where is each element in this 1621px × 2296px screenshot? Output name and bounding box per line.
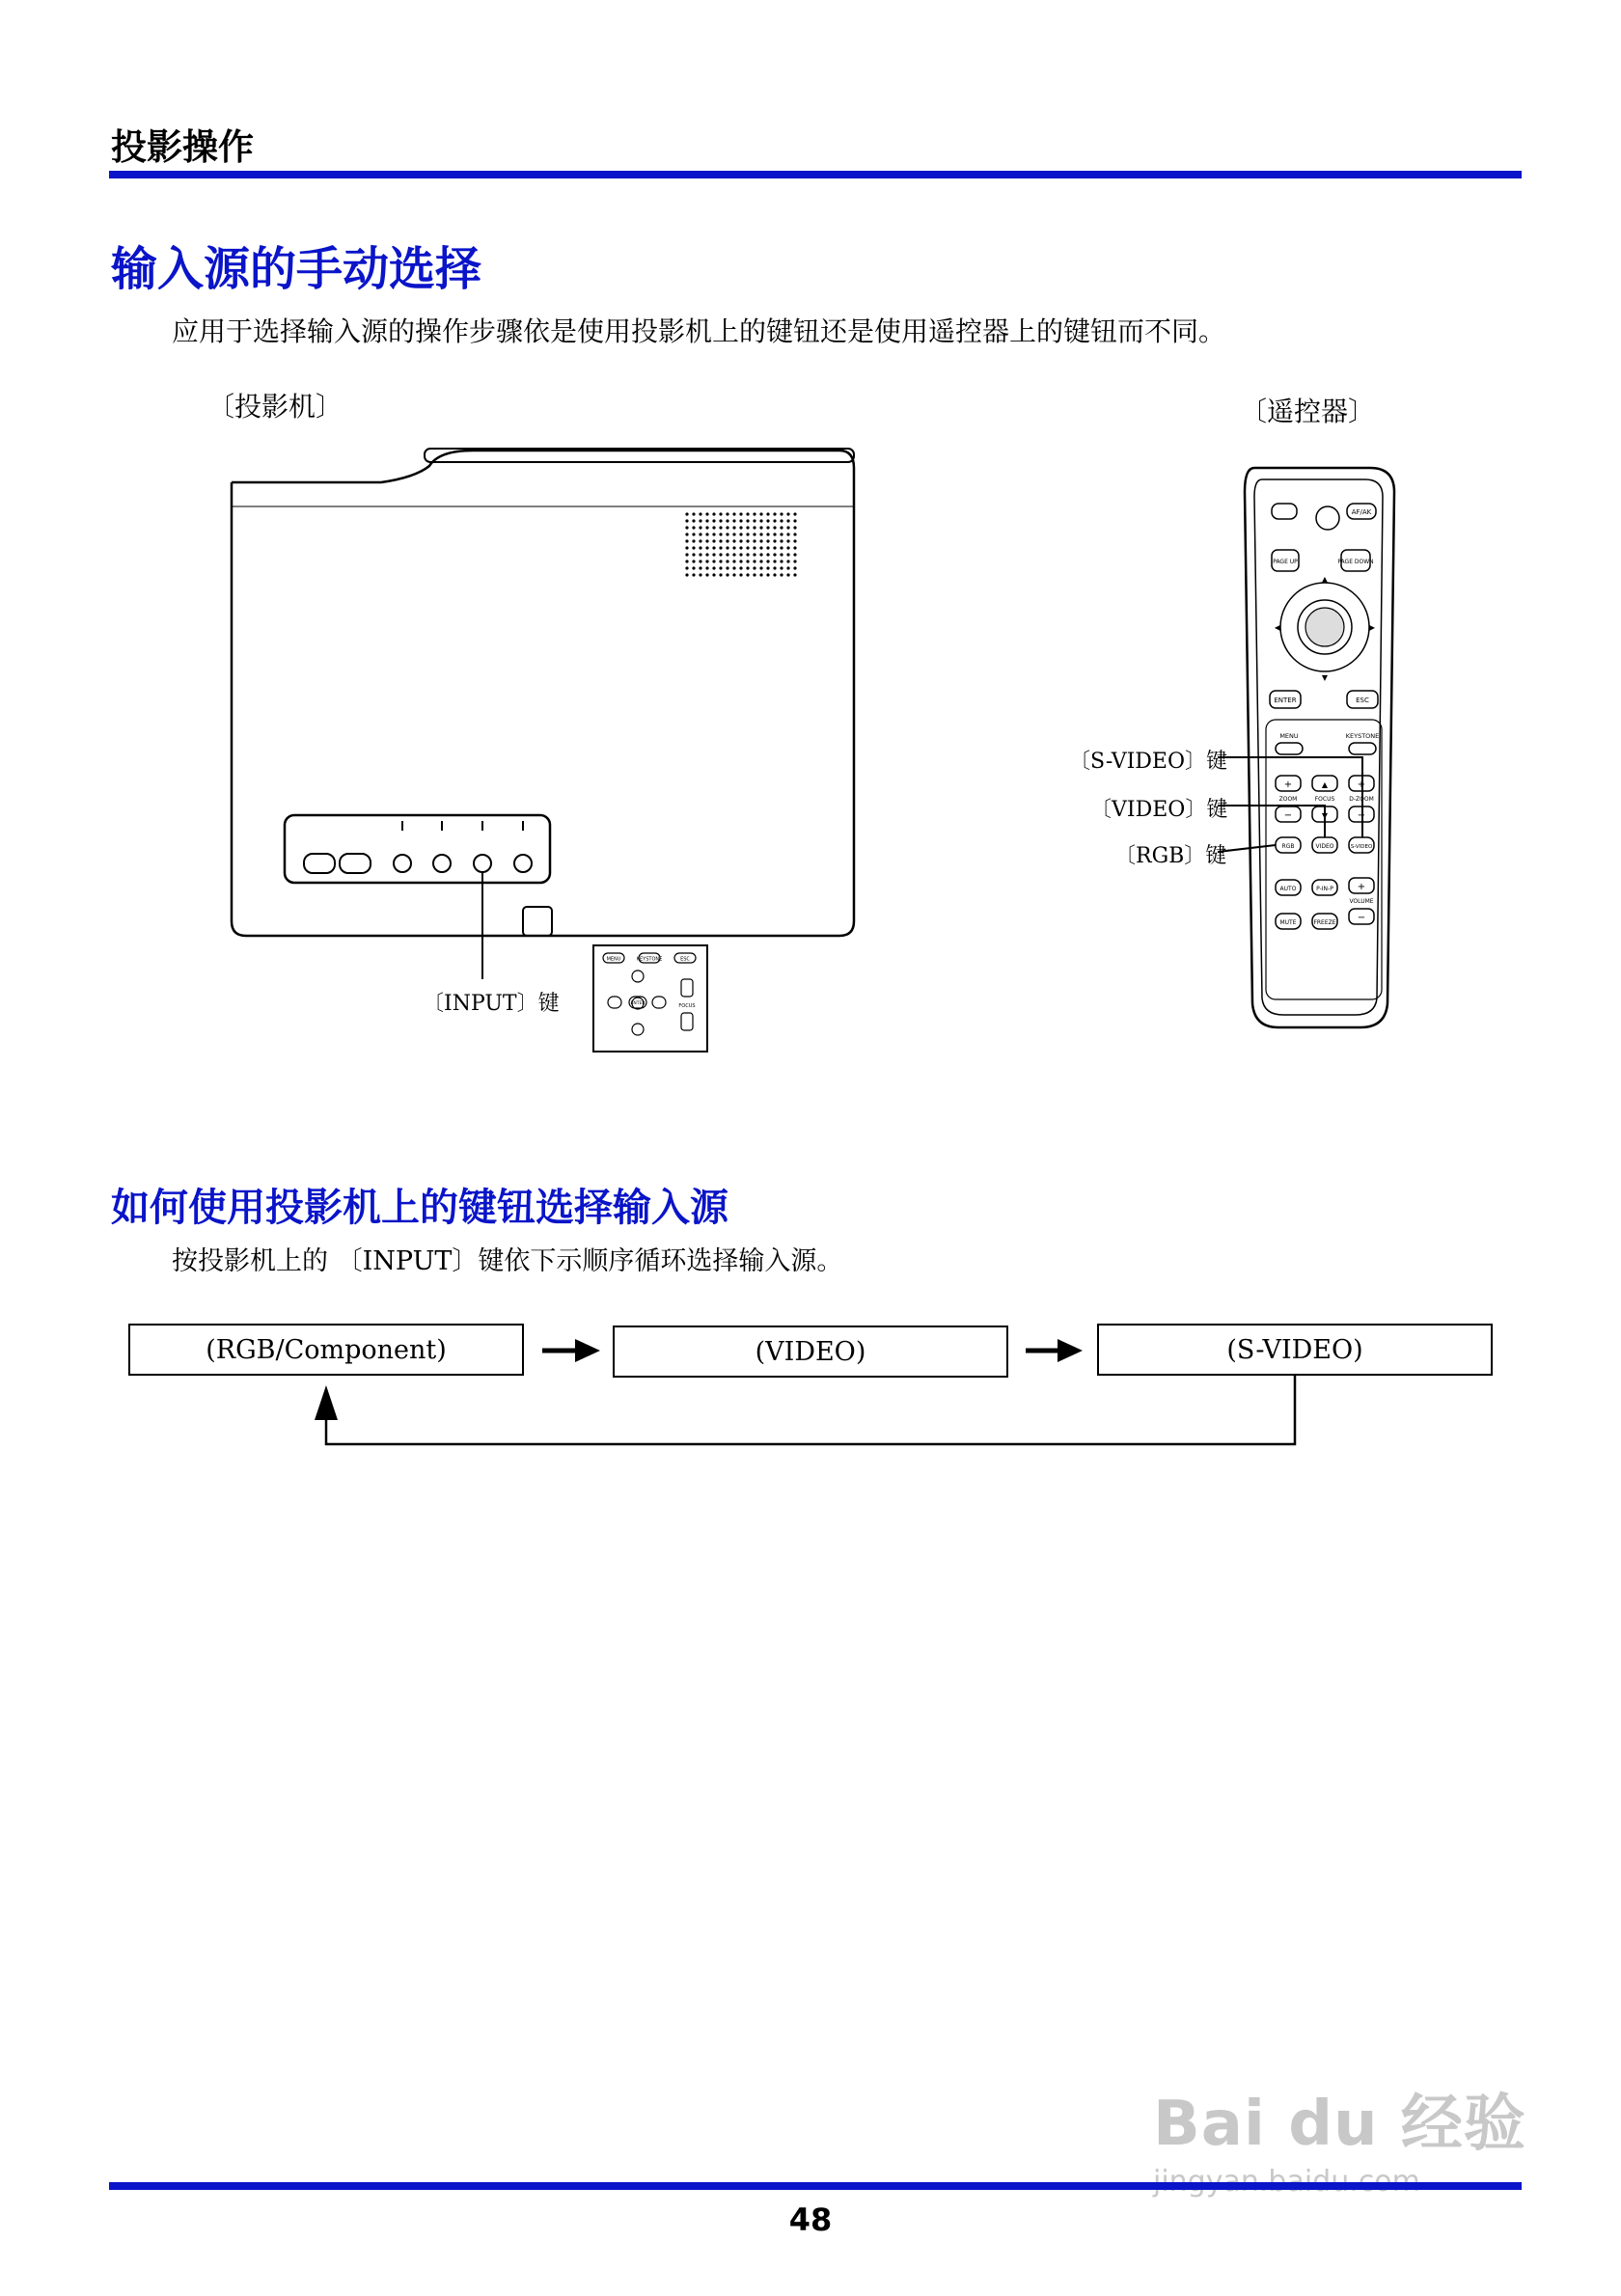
section-intro: 应用于选择输入源的操作步骤依是使用投影机上的键钮还是使用遥控器上的键钮而不同。 xyxy=(172,315,1226,347)
page-down-label: PAGE DOWN xyxy=(1337,559,1374,565)
flow-arrows xyxy=(0,1322,1621,1457)
power-button xyxy=(1272,504,1297,519)
mute-label: MUTE xyxy=(1279,919,1297,926)
footer-rule xyxy=(109,2182,1522,2190)
video-label: VIDEO xyxy=(1315,843,1334,850)
svg-text:▲: ▲ xyxy=(1321,780,1329,789)
speaker-grille xyxy=(685,512,796,576)
svideo-label: S-VIDEO xyxy=(1350,844,1373,850)
page-up-label: PAGE UP xyxy=(1273,559,1298,565)
focus-label: FOCUS xyxy=(1314,796,1335,803)
inset-menu-label: MENU xyxy=(606,956,621,963)
flow-return-arrow xyxy=(326,1376,1295,1444)
remote-caption: 〔遥控器〕 xyxy=(1240,396,1376,427)
freeze-label: FREEZE xyxy=(1313,919,1336,926)
keystone-label: KEYSTONE xyxy=(1345,732,1380,740)
svg-text:▶: ▶ xyxy=(1368,623,1376,632)
svg-text:−: − xyxy=(1357,913,1366,923)
enter-label: ENTER xyxy=(1274,697,1297,704)
section-title: 输入源的手动选择 xyxy=(111,242,482,296)
svg-text:▼: ▼ xyxy=(1321,673,1329,682)
svg-text:▲: ▲ xyxy=(1321,575,1329,584)
svg-text:−: − xyxy=(1283,810,1293,821)
input-button xyxy=(474,855,491,872)
svg-text:+: + xyxy=(1357,779,1366,790)
inset-enter-label: ENTER xyxy=(630,1001,646,1006)
subsection-step: 按投影机上的 〔INPUT〕键依下示顺序循环选择输入源。 xyxy=(172,1246,843,1276)
rgb-callout: 〔RGB〕键 xyxy=(1114,844,1227,868)
flow-box-rgb: (RGB/Component) xyxy=(128,1324,524,1376)
svg-text:◀: ◀ xyxy=(1274,623,1281,632)
auto-label: AUTO xyxy=(1279,886,1297,892)
input-callout: 〔INPUT〕键 xyxy=(423,992,560,1016)
pinp-label: P-IN-P xyxy=(1316,886,1333,892)
menu-label: MENU xyxy=(1279,732,1299,740)
watermark xyxy=(1153,2074,1526,2199)
svideo-callout: 〔S-VIDEO〕键 xyxy=(1069,750,1228,774)
dzoom-label: D-ZOOM xyxy=(1349,796,1374,803)
header-rule xyxy=(109,171,1522,178)
subsection-title: 如何使用投影机上的键钮选择输入源 xyxy=(111,1185,728,1230)
svg-text:−: − xyxy=(1357,810,1366,821)
video-callout: 〔VIDEO〕键 xyxy=(1090,798,1228,822)
zoom-label: ZOOM xyxy=(1278,796,1298,803)
projector-caption: 〔投影机〕 xyxy=(207,391,343,423)
projector-illustration xyxy=(222,439,868,1056)
esc-label: ESC xyxy=(1356,697,1369,704)
volume-label: VOLUME xyxy=(1349,898,1374,905)
inset-focus-label: FOCUS xyxy=(678,1003,696,1009)
watermark-brand: Bai du 经验 xyxy=(1153,2089,1526,2160)
flow-box-svideo: (S-VIDEO) xyxy=(1097,1324,1493,1376)
afak-label: AF/AK xyxy=(1351,508,1372,516)
page-number: 48 xyxy=(788,2201,833,2238)
svg-text:▼: ▼ xyxy=(1321,811,1329,820)
rgb-label: RGB xyxy=(1281,843,1295,850)
inset-keystone-label: KEYSTONE xyxy=(636,956,663,963)
svg-text:+: + xyxy=(1357,882,1366,892)
remote-buttons xyxy=(1266,504,1382,999)
header-title: 投影操作 xyxy=(111,126,254,168)
svg-text:+: + xyxy=(1283,779,1293,790)
inset-esc-label: ESC xyxy=(680,956,690,963)
flow-box-video: (VIDEO) xyxy=(613,1326,1008,1378)
